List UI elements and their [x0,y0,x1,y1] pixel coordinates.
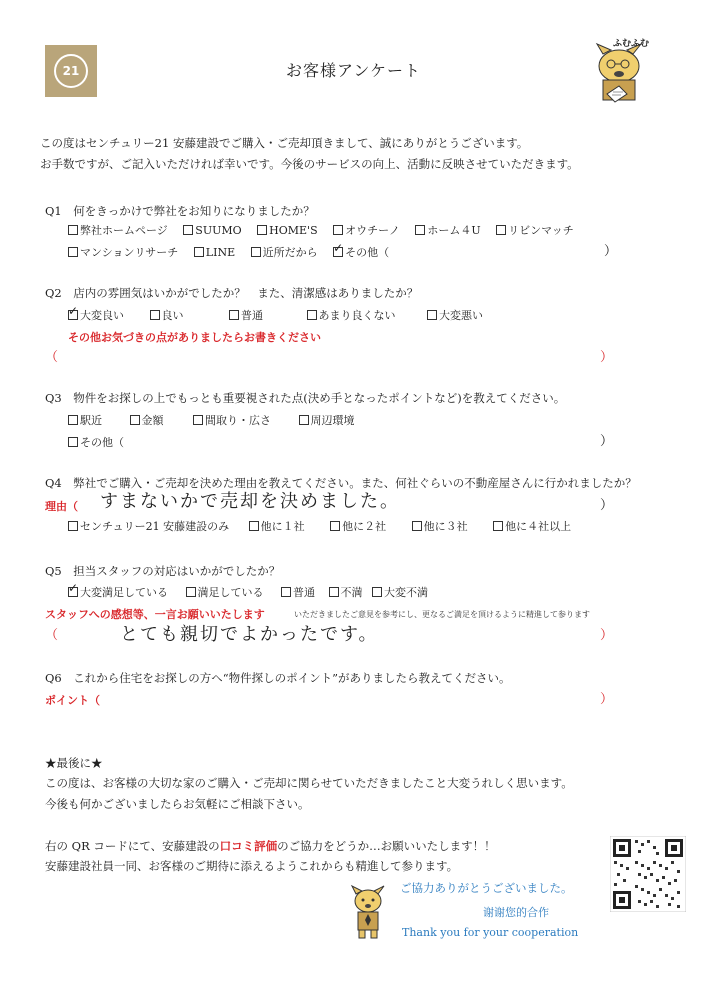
closing-heading: ★最後に★ [45,756,103,770]
q4-option[interactable] [68,518,229,534]
q4-handwritten-answer: すまないかで売却を決めました。 [100,491,400,512]
checkbox[interactable] [329,587,339,597]
checkbox[interactable] [493,521,503,531]
option-label: 大変悪い [439,309,483,322]
q2-option[interactable] [150,307,184,323]
q1-option[interactable] [415,222,480,238]
q1-option[interactable] [496,222,574,238]
checkbox-checked[interactable] [333,247,343,257]
q2-option[interactable] [307,307,396,323]
q1-close-paren: ） [604,244,618,259]
q2-close-paren: ） [600,350,614,365]
q1-option[interactable] [251,244,318,260]
option-label: 大変不満 [384,586,428,599]
mascot-caption: ふむふむ [613,39,650,49]
checkbox[interactable] [372,587,382,597]
q1-option[interactable] [183,224,241,237]
thanks-english: Thank you for your cooperation [402,926,579,939]
q2-option[interactable] [229,307,263,323]
closing-line-1: この度は、お客様の大切な家のご購入・ご売却に関らせていただきましたこと大変うれしく思います。 [45,776,573,790]
q3-close-paren: ） [600,434,614,449]
qr-request-text-end: のご協力をどうか…お願いいたします！！ [277,839,496,853]
checkbox[interactable] [68,437,78,447]
review-highlight: 口コミ評価 [219,839,278,853]
closing-last-line: 安藤建設社員一同、お客様のご期待に添えるようこれからも精進して参ります。 [45,859,459,873]
checkbox[interactable] [249,521,259,531]
q2-note: その他お気づきの点がありましたらお書きください [68,331,321,344]
q5-option[interactable] [329,584,363,600]
checkbox[interactable] [330,521,340,531]
q5-open-paren: （ [45,628,59,643]
q4-close-paren: ） [600,498,614,513]
checkbox-checked[interactable] [68,587,78,597]
q5-option[interactable] [186,584,264,600]
checkbox[interactable] [251,247,261,257]
checkbox[interactable] [186,587,196,597]
checkbox[interactable] [415,225,425,235]
q6-question: Q6 これから住宅をお探しの方へ“物件探しのポイント”がありましたら教えてください。 [45,671,511,685]
q1-question: Q1 何をきっかけで弊社をお知りになりましたか？ [45,204,315,218]
q1-option-other[interactable] [333,244,389,260]
checkbox[interactable] [68,247,78,257]
option-label: 弊社ホームページ [80,224,168,237]
q5-note-small: いただきましたご意見を参考にし、更なるご満足を頂けるように精進して参ります [294,610,590,619]
q5-note: スタッフへの感想等、一言お願いいたします [45,608,265,621]
q2-question: Q2 店内の雰囲気はいかがでしたか？ また、清潔感はありましたか？ [45,286,419,300]
option-label: 満足している [197,586,264,599]
q5-option[interactable] [68,584,168,600]
q4-option[interactable] [493,518,571,534]
checkbox[interactable] [412,521,422,531]
option-label: その他（ [80,436,124,449]
option-label: マンションリサーチ [80,246,179,259]
option-label: あまり良くない [318,309,396,322]
option-label: HOME'S [269,224,318,237]
checkbox[interactable] [257,225,267,235]
q6-point-label: ポイント（ [45,694,100,707]
mascot-bowing-icon [346,884,390,944]
q4-options [68,518,583,534]
q3-option[interactable] [193,412,271,428]
option-label: 大変良い [80,309,124,322]
q5-option[interactable] [372,584,428,600]
option-label: 駅近 [80,414,102,427]
checkbox[interactable] [130,415,140,425]
q2-options [68,307,495,323]
checkbox[interactable] [333,225,343,235]
option-label: リビンマッチ [508,224,574,237]
q3-options [68,412,367,428]
option-label: 普通 [241,309,263,322]
q3-other[interactable] [68,434,124,450]
checkbox[interactable] [427,310,437,320]
option-label: 不満 [340,586,363,599]
page-title: お客様アンケート [285,61,422,80]
q3-option[interactable] [68,412,102,428]
q1-option[interactable] [68,244,178,260]
q1-option[interactable] [194,246,235,259]
checkbox[interactable] [68,415,78,425]
q3-question: Q3 物件をお探しの上でもっとも重要視された点(決め手となったポイントなど)を教えてください。 [45,391,566,405]
option-label: 他に２社 [342,520,387,533]
option-label: 他に１社 [260,520,305,533]
option-label: ホーム４U [427,224,481,237]
q4-question: Q4 弊社でご購入・ご売却を決めた理由を教えてください。また、何社ぐらいの不動産屋さんに行かれましたか？ [45,476,637,490]
closing-line-2: 今後も何かございましたらお気軽にご相談下さい。 [45,797,310,811]
checkbox[interactable] [193,415,203,425]
q4-reason-label: 理由（ [45,500,78,513]
qr-request-text: 右の QR コードにて、安藤建設の [45,839,220,853]
checkbox[interactable] [307,310,317,320]
q1-options-row2 [68,244,401,260]
checkbox-checked[interactable] [68,310,78,320]
option-label: 大変満足している [80,586,168,599]
option-label: 他に３社 [423,520,468,533]
option-label: 金額 [141,414,164,427]
option-label: 普通 [293,586,315,599]
q5-options [68,584,440,600]
q6-close-paren: ） [600,692,614,707]
q3-option[interactable] [299,412,355,428]
option-label: 他に４社以上 [505,520,572,533]
checkbox[interactable] [229,310,239,320]
q5-handwritten-answer: とても親切でよかったです。 [120,624,379,645]
mascot-reading-icon [585,40,655,112]
q1-options-row1 [68,222,586,238]
checkbox[interactable] [68,521,78,531]
thanks-japanese: ご協力ありがとうございました。 [400,881,573,895]
option-label: LINE [205,246,236,259]
checkbox[interactable] [183,225,193,235]
checkbox[interactable] [496,225,506,235]
q1-option[interactable] [333,222,400,238]
q4-option[interactable] [249,518,305,534]
q5-close-paren: ） [600,628,614,643]
option-label: その他（ [345,246,390,259]
thanks-chinese: 谢谢您的合作 [483,906,549,919]
q4-option[interactable] [330,518,386,534]
qr-request-line [45,838,496,854]
option-label: SUUMO [195,224,242,237]
logo-text: 21 [54,54,88,88]
qr-code-icon[interactable] [610,836,686,912]
intro-line-2: お手数ですが、ご記入いただければ幸いです。今後のサービスの向上、活動に反映させていただきます。 [40,157,579,171]
checkbox[interactable] [150,310,160,320]
intro-line-1: この度はセンチュリー21 安藤建設でご購入・ご売却頂きまして、誠にありがとうございます。 [40,136,529,150]
checkbox[interactable] [194,247,204,257]
option-label: オウチーノ [345,224,400,237]
q5-question: Q5 担当スタッフの対応はいかがでしたか？ [45,564,281,578]
option-label: 近所だから [262,246,318,259]
checkbox[interactable] [68,225,78,235]
checkbox[interactable] [281,587,291,597]
option-label: 間取り・広さ [205,414,271,427]
option-label: 良い [161,309,184,322]
option-label: 周辺環境 [310,414,355,427]
q2-open-paren: （ [45,350,59,365]
q3-option[interactable] [130,412,164,428]
q2-option[interactable] [68,307,124,323]
q2-option[interactable] [427,307,483,323]
q1-option[interactable] [68,222,168,238]
checkbox[interactable] [299,415,309,425]
q4-option[interactable] [412,518,468,534]
option-label: センチュリー21 安藤建設のみ [80,520,230,533]
q5-option[interactable] [281,584,315,600]
q1-option[interactable] [257,224,317,237]
